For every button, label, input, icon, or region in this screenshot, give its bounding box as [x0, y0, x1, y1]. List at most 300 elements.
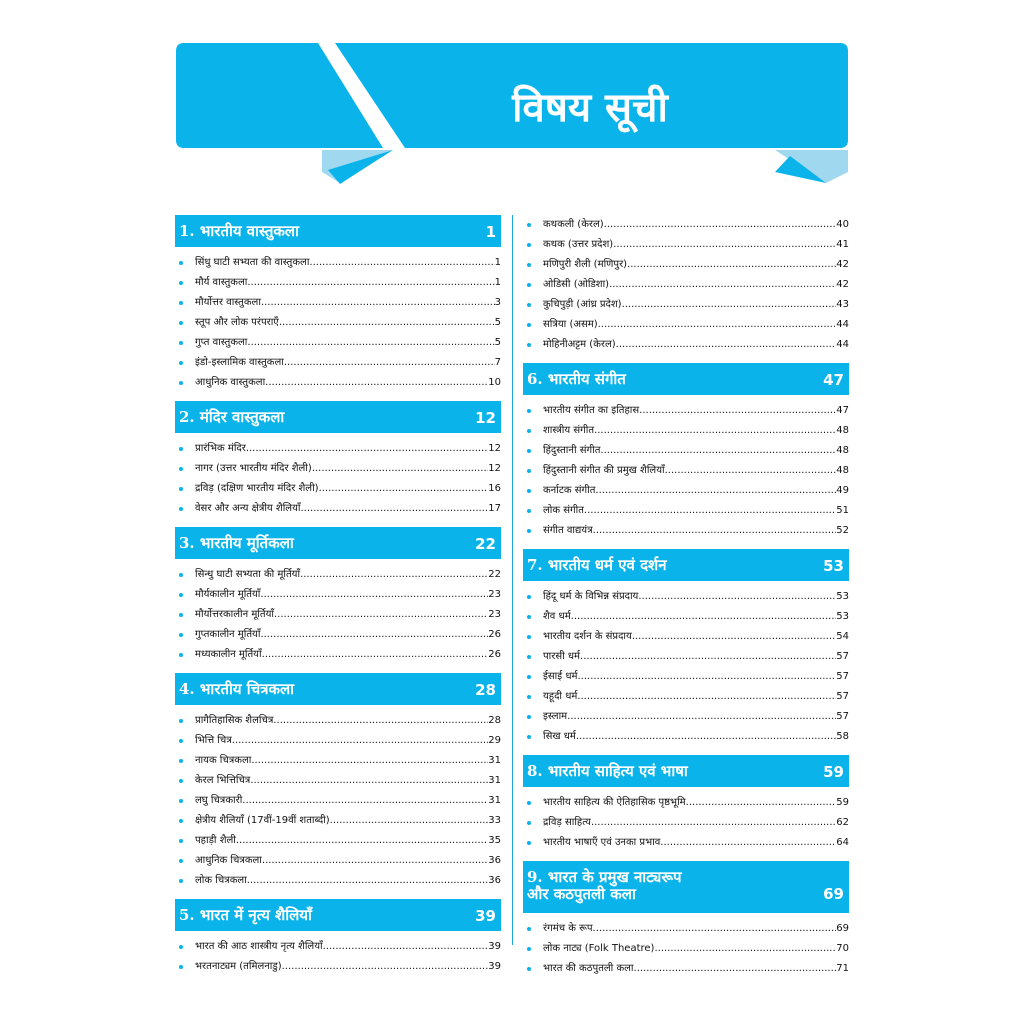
toc-entry[interactable] — [523, 727, 849, 747]
dot-leader — [260, 585, 488, 605]
bullet-icon — [179, 487, 183, 491]
toc-entry-page: 29 — [488, 735, 501, 746]
toc-entry[interactable] — [175, 831, 501, 851]
dot-leader — [613, 235, 836, 255]
bullet-icon — [179, 759, 183, 763]
toc-entry-title: स्तूप और लोक परंपराएँ — [195, 317, 279, 328]
dot-leader — [595, 481, 836, 501]
dot-leader — [627, 255, 836, 275]
toc-entry-title: हिंदू धर्म के विभिन्न संप्रदाय — [543, 591, 639, 602]
toc-entry-title: लघु चित्रकारी — [195, 795, 243, 806]
section-title: 3. भारतीय मूर्तिकला — [179, 534, 294, 552]
toc-entry-page: 57 — [836, 711, 849, 722]
toc-entry[interactable] — [523, 919, 849, 939]
toc-entry[interactable] — [175, 937, 501, 957]
dot-leader — [323, 937, 489, 957]
bullet-icon — [527, 715, 531, 719]
toc-entry[interactable] — [175, 253, 501, 273]
toc-entry[interactable] — [523, 255, 849, 275]
toc-entry-page: 39 — [488, 961, 501, 972]
toc-entry-title: गुप्तकालीन मूर्तियाँ — [195, 629, 261, 640]
bullet-icon — [527, 509, 531, 513]
dot-leader — [273, 711, 488, 731]
toc-entry-title: पहाड़ी शैली — [195, 835, 236, 846]
section-header — [523, 861, 849, 913]
toc-entry[interactable] — [523, 647, 849, 667]
toc-entry[interactable] — [175, 771, 501, 791]
section-header — [523, 363, 849, 395]
toc-entry[interactable] — [523, 481, 849, 501]
section-gap — [175, 891, 501, 899]
toc-entry-page: 41 — [836, 239, 849, 250]
dot-leader — [250, 771, 488, 791]
toc-entry[interactable] — [175, 811, 501, 831]
bullet-icon — [179, 281, 183, 285]
toc-entry-title: ईसाई धर्म — [543, 671, 578, 682]
bullet-icon — [179, 633, 183, 637]
bullet-icon — [527, 841, 531, 845]
bullet-icon — [527, 615, 531, 619]
section-gap — [523, 747, 849, 755]
bullet-icon — [179, 859, 183, 863]
toc-entry[interactable] — [523, 295, 849, 315]
bullet-icon — [179, 799, 183, 803]
toc-entry[interactable] — [175, 333, 501, 353]
toc-entry[interactable] — [523, 461, 849, 481]
section-title: 7. भारतीय धर्म एवं दर्शन — [527, 556, 667, 574]
bullet-icon — [527, 323, 531, 327]
toc-entry-page: 49 — [836, 485, 849, 496]
toc-entry[interactable] — [175, 625, 501, 645]
bullet-icon — [179, 779, 183, 783]
toc-entry-page: 12 — [488, 463, 501, 474]
toc-entry[interactable] — [175, 353, 501, 373]
toc-entry[interactable] — [175, 439, 501, 459]
toc-entry-title: इस्लाम — [543, 711, 568, 722]
toc-entry-title: सिंधु घाटी सभ्यता की वास्तुकला — [195, 257, 310, 268]
toc-entry-page: 3 — [494, 297, 501, 308]
toc-entry[interactable] — [523, 275, 849, 295]
bullet-icon — [527, 947, 531, 951]
bullet-icon — [527, 343, 531, 347]
toc-entry-title: भरतनाट्यम (तमिलनाडु) — [195, 961, 282, 972]
section-title: 6. भारतीय संगीत — [527, 370, 626, 388]
toc-entry-page: 17 — [488, 503, 501, 514]
section-page-number: 1 — [485, 223, 496, 241]
toc-entry[interactable] — [523, 421, 849, 441]
dot-leader — [319, 479, 489, 499]
toc-entry-title: भारतीय दर्शन के संप्रदाय — [543, 631, 632, 642]
toc-entry[interactable] — [175, 731, 501, 751]
toc-entry-title: शास्त्रीय संगीत — [543, 425, 595, 436]
toc-entry[interactable] — [175, 791, 501, 811]
toc-entry-page: 23 — [488, 589, 501, 600]
toc-entry-title: रंगमंच के रूप — [543, 923, 593, 934]
toc-entry-page: 12 — [488, 443, 501, 454]
toc-entry-title: सिख धर्म — [543, 731, 576, 742]
toc-entry-page: 35 — [488, 835, 501, 846]
toc-entry[interactable] — [175, 585, 501, 605]
toc-entry[interactable] — [523, 959, 849, 979]
toc-entry-title: आधुनिक वास्तुकला — [195, 377, 266, 388]
bullet-icon — [527, 469, 531, 473]
toc-entry-page: 57 — [836, 691, 849, 702]
toc-entry-page: 5 — [494, 317, 501, 328]
section-gap — [523, 355, 849, 363]
toc-entry-title: लोक नाट्य (Folk Theatre) — [543, 943, 655, 954]
bullet-icon — [527, 449, 531, 453]
toc-entry[interactable] — [523, 587, 849, 607]
toc-entry-page: 57 — [836, 671, 849, 682]
toc-entry[interactable] — [175, 751, 501, 771]
toc-entry-page: 62 — [836, 817, 849, 828]
toc-entry-title: नायक चित्रकला — [195, 755, 252, 766]
dot-leader — [577, 667, 836, 687]
bullet-icon — [179, 361, 183, 365]
bullet-icon — [527, 735, 531, 739]
bullet-icon — [179, 653, 183, 657]
toc-entry-title: यहूदी धर्म — [543, 691, 578, 702]
dot-leader — [247, 273, 494, 293]
bullet-icon — [527, 283, 531, 287]
bullet-icon — [527, 635, 531, 639]
toc-entry-title: द्रविड़ (दक्षिण भारतीय मंदिर शैली) — [195, 483, 319, 494]
bullet-icon — [179, 739, 183, 743]
toc-entry-title: कर्नाटक संगीत — [543, 485, 596, 496]
toc-entry-page: 58 — [836, 731, 849, 742]
toc-entry-page: 16 — [488, 483, 501, 494]
bullet-icon — [179, 301, 183, 305]
bullet-icon — [179, 381, 183, 385]
toc-entry[interactable] — [523, 813, 849, 833]
toc-entry-title: गुप्त वास्तुकला — [195, 337, 248, 348]
section-gap — [175, 977, 501, 985]
section-header — [175, 899, 501, 931]
toc-entry-page: 48 — [836, 425, 849, 436]
dot-leader — [282, 957, 489, 977]
toc-entry[interactable] — [175, 871, 501, 891]
bullet-icon — [527, 801, 531, 805]
toc-entry-title: वेसर और अन्य क्षेत्रीय शैलियाँ — [195, 503, 301, 514]
dot-leader — [247, 871, 489, 891]
bullet-icon — [527, 303, 531, 307]
toc-entry-page: 39 — [488, 941, 501, 952]
toc-entry-title: कुचिपुड़ी (आंध्र प्रदेश) — [543, 299, 622, 310]
toc-entry-page: 54 — [836, 631, 849, 642]
toc-entry-page: 23 — [488, 609, 501, 620]
dot-leader — [242, 791, 488, 811]
toc-entry-title: मौर्य वास्तुकला — [195, 277, 248, 288]
toc-entry-title: मध्यकालीन मूर्तियाँ — [195, 649, 262, 660]
toc-entry-title: लोक संगीत — [543, 505, 584, 516]
toc-entry[interactable] — [175, 645, 501, 665]
toc-entry[interactable] — [523, 687, 849, 707]
toc-entry[interactable] — [175, 479, 501, 499]
toc-entry-page: 69 — [836, 923, 849, 934]
bullet-icon — [179, 879, 183, 883]
toc-entry[interactable] — [523, 401, 849, 421]
toc-entry-page: 40 — [836, 219, 849, 230]
dot-leader — [284, 353, 495, 373]
toc-entry-title: सत्रिया (असम) — [543, 319, 598, 330]
dot-leader — [247, 333, 494, 353]
toc-entry-page: 71 — [836, 963, 849, 974]
toc-entry[interactable] — [175, 565, 501, 585]
bullet-icon — [179, 467, 183, 471]
dot-leader — [632, 627, 836, 647]
toc-entry[interactable] — [523, 939, 849, 959]
toc-entry-title: लोक चित्रकला — [195, 875, 247, 886]
bullet-icon — [527, 695, 531, 699]
toc-entry-title: शैव धर्म — [543, 611, 571, 622]
toc-entry-page: 1 — [494, 257, 501, 268]
section-title: 1. भारतीय वास्तुकला — [179, 222, 299, 240]
toc-entry-title: भारत की कठपुतली कला — [543, 963, 634, 974]
toc-entry-page: 51 — [836, 505, 849, 516]
toc-entry-title: मौर्यकालीन मूर्तियाँ — [195, 589, 261, 600]
section-page-number: 39 — [475, 907, 496, 925]
dot-leader — [260, 625, 488, 645]
dot-leader — [593, 521, 837, 541]
bullet-icon — [179, 593, 183, 597]
dot-leader — [274, 605, 488, 625]
toc-entry-title: द्रविड़ साहित्य — [543, 817, 591, 828]
bullet-icon — [527, 675, 531, 679]
dot-leader — [604, 215, 837, 235]
toc-entry-page: 53 — [836, 591, 849, 602]
toc-entry[interactable] — [175, 273, 501, 293]
section-header — [175, 215, 501, 247]
toc-entry[interactable] — [523, 607, 849, 627]
section-page-number: 22 — [475, 535, 496, 553]
section-gap — [523, 853, 849, 861]
toc-entry[interactable] — [523, 833, 849, 853]
section-gap — [523, 979, 849, 987]
toc-entry[interactable] — [523, 707, 849, 727]
bullet-icon — [179, 965, 183, 969]
section-title: 8. भारतीय साहित्य एवं भाषा — [527, 762, 688, 780]
toc-entry-title: नागर (उत्तर भारतीय मंदिर शैली) — [195, 463, 312, 474]
toc-entry-page: 59 — [836, 797, 849, 808]
dot-leader — [634, 959, 837, 979]
toc-entry-page: 57 — [836, 651, 849, 662]
section-header — [523, 549, 849, 581]
bullet-icon — [179, 819, 183, 823]
section-page-number: 28 — [475, 681, 496, 699]
toc-entry-title: ओडिसी (ओडिशा) — [543, 279, 610, 290]
section-header — [523, 755, 849, 787]
section-title: 5. भारत में नृत्य शैलियाँ — [179, 906, 312, 924]
bullet-icon — [179, 341, 183, 345]
section-gap — [175, 665, 501, 673]
toc-entry-page: 22 — [488, 569, 501, 580]
toc-entry-title: केरल भित्तिचित्र — [195, 775, 251, 786]
dot-leader — [279, 313, 495, 333]
toc-entry-title: सिन्धु घाटी सभ्यता की मूर्तियाँ — [195, 569, 301, 580]
toc-entry-title: भारतीय भाषाएँ एवं उनका प्रभाव — [543, 837, 661, 848]
dot-leader — [639, 401, 836, 421]
bullet-icon — [179, 613, 183, 617]
dot-leader — [262, 851, 488, 871]
bullet-icon — [527, 927, 531, 931]
dot-leader — [236, 831, 488, 851]
toc-entry[interactable] — [175, 313, 501, 333]
dot-leader — [686, 793, 837, 813]
bullet-icon — [179, 839, 183, 843]
toc-entry-title: प्रारंभिक मंदिर — [195, 443, 246, 454]
bullet-icon — [179, 945, 183, 949]
dot-leader — [665, 461, 837, 481]
dot-leader — [638, 587, 836, 607]
toc-entry-page: 42 — [836, 279, 849, 290]
toc-entry-title: हिंदुस्तानी संगीत की प्रमुख शैलियाँ — [543, 465, 665, 476]
bullet-icon — [527, 595, 531, 599]
toc-entry[interactable] — [523, 335, 849, 355]
bullet-icon — [527, 967, 531, 971]
toc-entry-page: 36 — [488, 875, 501, 886]
bullet-icon — [527, 263, 531, 267]
bullet-icon — [527, 529, 531, 533]
dot-leader — [330, 811, 489, 831]
section-title: 2. मंदिर वास्तुकला — [179, 408, 285, 426]
toc-entry-page: 28 — [488, 715, 501, 726]
toc-column-right — [523, 215, 849, 987]
toc-entry-title: हिंदुस्तानी संगीत — [543, 445, 601, 456]
page-title: विषय सूची — [512, 84, 668, 131]
toc-entry[interactable] — [523, 667, 849, 687]
dot-leader — [300, 499, 488, 519]
toc-entry-page: 33 — [488, 815, 501, 826]
toc-entry-page: 43 — [836, 299, 849, 310]
toc-entry-page: 48 — [836, 465, 849, 476]
bullet-icon — [179, 507, 183, 511]
bullet-icon — [527, 243, 531, 247]
toc-entry-title: मोहिनीअट्टम (केरल) — [543, 339, 616, 350]
toc-entry-title: कथकली (केरल) — [543, 219, 604, 230]
toc-entry-page: 64 — [836, 837, 849, 848]
toc-entry-title: कथक (उत्तर प्रदेश) — [543, 239, 614, 250]
toc-entry-title: क्षेत्रीय शैलियाँ (17वीं-19वीं शताब्दी) — [195, 815, 330, 826]
bullet-icon — [527, 821, 531, 825]
toc-entry[interactable] — [523, 521, 849, 541]
section-gap — [175, 393, 501, 401]
toc-entry[interactable] — [523, 215, 849, 235]
dot-leader — [312, 459, 488, 479]
dot-leader — [616, 335, 837, 355]
dot-leader — [265, 373, 488, 393]
dot-leader — [594, 421, 836, 441]
dot-leader — [598, 315, 837, 335]
dot-leader — [654, 939, 836, 959]
dot-leader — [600, 441, 836, 461]
section-page-number: 47 — [823, 371, 844, 389]
toc-entry-page: 5 — [494, 337, 501, 348]
toc-entry-page: 70 — [836, 943, 849, 954]
column-divider — [512, 215, 513, 945]
dot-leader — [576, 727, 836, 747]
section-page-number: 59 — [823, 763, 844, 781]
toc-entry-page: 26 — [488, 629, 501, 640]
toc-entry-title: भारतीय साहित्य की ऐतिहासिक पृष्ठभूमि — [543, 797, 686, 808]
toc-entry-page: 44 — [836, 339, 849, 350]
bullet-icon — [179, 261, 183, 265]
toc-entry-title: पारसी धर्म — [543, 651, 581, 662]
bullet-icon — [179, 719, 183, 723]
section-gap — [523, 541, 849, 549]
toc-entry[interactable] — [175, 711, 501, 731]
toc-entry-title: मौर्योत्तरकालीन मूर्तियाँ — [195, 609, 274, 620]
toc-entry[interactable] — [175, 605, 501, 625]
toc-entry[interactable] — [523, 441, 849, 461]
toc-entry[interactable] — [175, 499, 501, 519]
toc-entry[interactable] — [175, 293, 501, 313]
section-page-number: 69 — [823, 885, 844, 903]
dot-leader — [609, 275, 836, 295]
bullet-icon — [527, 409, 531, 413]
toc-entry[interactable] — [523, 315, 849, 335]
dot-leader — [660, 833, 836, 853]
toc-entry-page: 36 — [488, 855, 501, 866]
toc-entry[interactable] — [175, 373, 501, 393]
toc-entry[interactable] — [175, 851, 501, 871]
toc-entry-title: मणिपुरी शैली (मणिपुर) — [543, 259, 628, 270]
toc-entry-page: 26 — [488, 649, 501, 660]
toc-entry[interactable] — [175, 459, 501, 479]
dot-leader — [261, 293, 495, 313]
bullet-icon — [527, 655, 531, 659]
toc-entry-page: 7 — [494, 357, 501, 368]
dot-leader — [622, 295, 837, 315]
dot-leader — [300, 565, 488, 585]
dot-leader — [593, 919, 837, 939]
toc-entry-title: संगीत वाद्ययंत्र — [543, 525, 593, 536]
toc-entry-title: भित्ति चित्र — [195, 735, 232, 746]
section-page-number: 12 — [475, 409, 496, 427]
dot-leader — [571, 607, 837, 627]
section-header — [175, 527, 501, 559]
toc-column-left — [175, 215, 501, 985]
section-title: 9. भारत के प्रमुख नाट्यरूप और कठपुतली कला — [527, 868, 682, 903]
dot-leader — [591, 813, 836, 833]
toc-entry-title: इंडो-इस्लामिक वास्तुकला — [195, 357, 284, 368]
dot-leader — [262, 645, 489, 665]
bullet-icon — [179, 321, 183, 325]
toc-entry-title: भारत की आठ शास्त्रीय नृत्य शैलियाँ — [195, 941, 323, 952]
dot-leader — [577, 687, 836, 707]
toc-entry[interactable] — [523, 627, 849, 647]
toc-entry[interactable] — [523, 235, 849, 255]
toc-entry[interactable] — [175, 957, 501, 977]
bullet-icon — [179, 447, 183, 451]
toc-entry-page: 42 — [836, 259, 849, 270]
bullet-icon — [179, 573, 183, 577]
toc-entry[interactable] — [523, 501, 849, 521]
toc-entry-page: 53 — [836, 611, 849, 622]
toc-entry-page: 52 — [836, 525, 849, 536]
section-gap — [175, 519, 501, 527]
section-header — [175, 401, 501, 433]
section-title: 4. भारतीय चित्रकला — [179, 680, 295, 698]
toc-entry[interactable] — [523, 793, 849, 813]
dot-leader — [580, 647, 836, 667]
dot-leader — [309, 253, 494, 273]
toc-entry-page: 10 — [488, 377, 501, 388]
dot-leader — [251, 751, 488, 771]
bullet-icon — [527, 489, 531, 493]
toc-entry-title: आधुनिक चित्रकला — [195, 855, 262, 866]
toc-entry-page: 47 — [836, 405, 849, 416]
section-page-number: 53 — [823, 557, 844, 575]
